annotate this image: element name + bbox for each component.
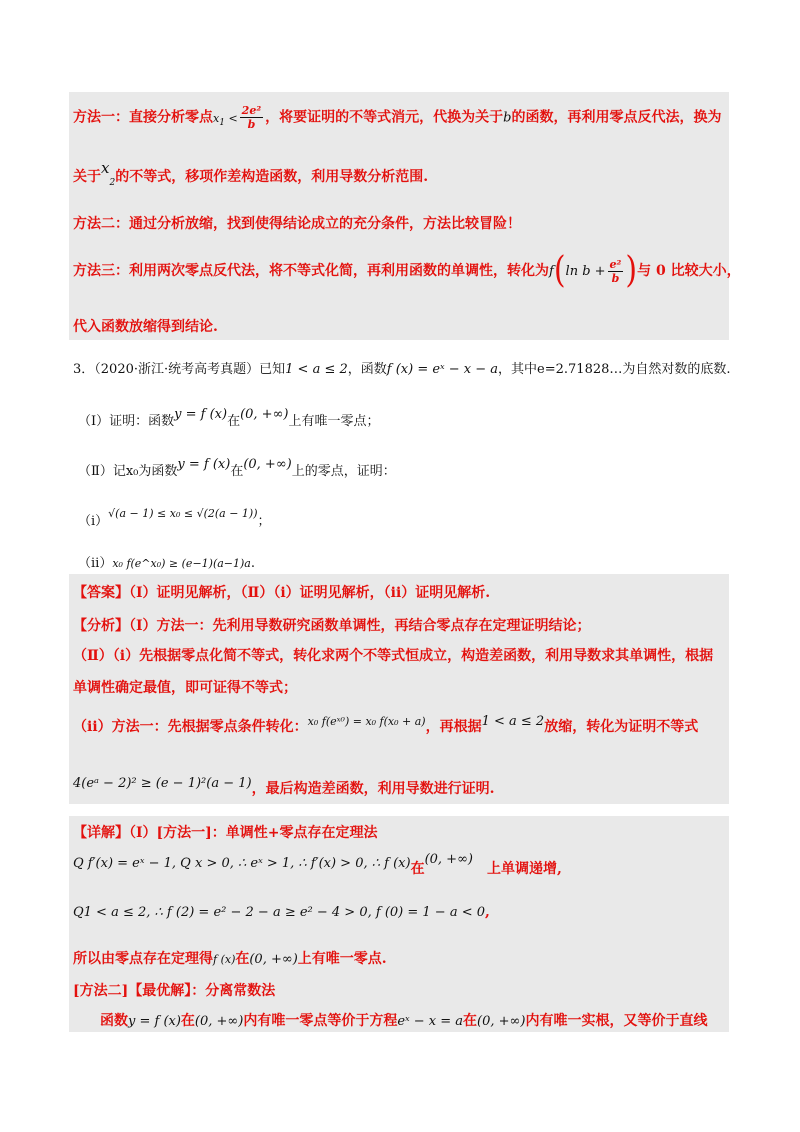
method-one-line1: 方法一：直接分析零点$x_1$ < $\frac{\text{2e²}}{b}$ ，将要证明的不等式消元，代换为关于b的函数，再利用零点反代法，换为 — [73, 104, 722, 131]
method-three-line1: 方法三：利用两次零点反代法，将不等式化简，再利用函数的单调性，转化为f(ln b + $\frac{\text{e²}}{b}$ )与 0 比较大小， — [73, 249, 741, 292]
problem-part-1: （Ⅰ）证明：函数y = f (x)在(0, +∞)上有唯一零点； — [78, 407, 380, 429]
fraction-2e2-b: $\frac{\text{2e²}}{b}$ — [241, 104, 262, 131]
problem-part-2: （Ⅱ）记x₀为函数y = f (x)在(0, +∞)上的零点，证明： — [78, 457, 396, 479]
fraction-e2-b: $\frac{\text{e²}}{b}$ — [609, 257, 622, 285]
analysis-line4: （ⅱ）方法一：先根据零点条件转化：$^{x_0 f(eˣ^0) = x_0 f(x_0 + a)}$，再根据1 < a ≤ 2放缩，转化为证明不等式 — [73, 714, 699, 735]
detail-line1: Q f′(x) = eˣ − 1, Q x > 0, ∴ eˣ > 1, ∴ f′(x) > 0, ∴ f (x)在(0, +∞)上单调递增, — [73, 852, 562, 877]
problem-part-2ii: （ⅱ）x₀ f(e^x₀) ≥ (e−1)(a−1)a. — [78, 556, 256, 571]
detail-line3: 所以由零点存在定理得f (x)在(0, +∞)上有唯一零点. — [73, 951, 387, 967]
detail-line5: 函数y = f (x)在(0, +∞)内有唯一零点等价于方程eˣ − x = a在(0, +∞)内有唯一实根，又等价于直线 — [100, 1013, 708, 1029]
method-one-line2: 关于$x_2$的不等式，移项作差构造函数，利用导数分析范围. — [73, 159, 429, 188]
problem-statement: 3．（2020·浙江·统考高考真题）已知1 < a ≤ 2，函数f (x) = eˣ − x − a，其中e=2.71828…为自然对数的底数. — [73, 362, 731, 377]
detail-line2: Q1 < a ≤ 2, ∴ f (2) = e² − 2 − a ≥ e² − 4 > 0, f (0) = 1 − a < 0, — [73, 904, 490, 920]
inequality-x1: $x_1$ < — [213, 111, 238, 128]
answer-line: 【答案】（Ⅰ）证明见解析，（Ⅱ）（ⅰ）证明见解析，（ⅱ）证明见解析. — [73, 585, 491, 601]
method-three-line2: 代入函数放缩得到结论. — [73, 319, 218, 335]
method-two-line: 方法二：通过分析放缩，找到使得结论成立的充分条件，方法比较冒险！ — [73, 216, 521, 232]
detail-line4: [方法二]【最优解】：分离常数法 — [73, 983, 276, 999]
analysis-line5: 4(eᵃ − 2)² ≥ (e − 1)²(a − 1)，最后构造差函数，利用导数进行证明. — [73, 776, 495, 797]
problem-part-2i: （ⅰ）$^{√(a - 1) \le x_0 \le √(2(a - 1))}$； — [78, 507, 271, 529]
analysis-line3: 单调性确定最值，即可证得不等式； — [73, 680, 297, 696]
analysis-line1: 【分析】（Ⅰ）方法一：先利用导数研究函数单调性，再结合零点存在定理证明结论； — [73, 618, 591, 634]
analysis-line2: （Ⅱ）（ⅰ）先根据零点化简不等式，转化求两个不等式恒成立，构造差函数，利用导数求其单调性，根据 — [73, 648, 714, 664]
detail-heading: 【详解】（Ⅰ）[方法一]：单调性+零点存在定理法 — [73, 825, 378, 841]
